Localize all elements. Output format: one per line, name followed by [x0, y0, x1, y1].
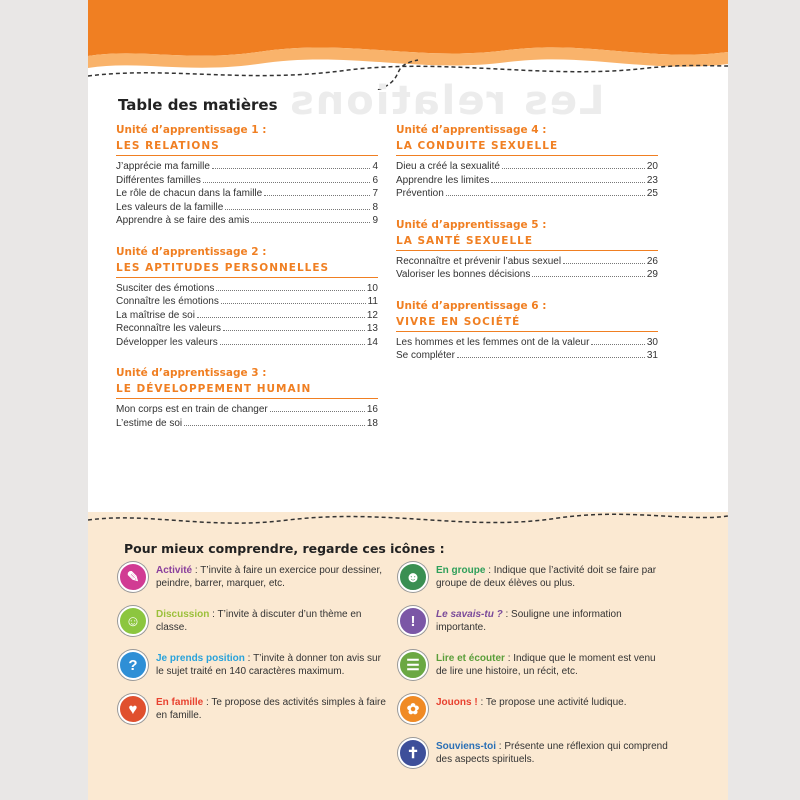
legend-text	[156, 562, 388, 590]
legend-sep: :	[203, 697, 212, 708]
legend-text	[156, 694, 388, 722]
unit-label: Unité d’apprentissage 4 :	[396, 124, 547, 136]
legend-text	[156, 650, 388, 678]
legend-item-groupe	[398, 562, 668, 592]
entry-page: 31	[646, 350, 658, 361]
entry-page: 9	[372, 215, 378, 226]
question-icon: ?	[118, 650, 148, 680]
dot-leader	[491, 182, 645, 183]
legend-text	[436, 738, 668, 766]
toc-entry[interactable]	[396, 255, 658, 269]
toc-entry[interactable]	[116, 187, 378, 201]
legend-text	[436, 694, 626, 709]
entry-page: 4	[372, 161, 378, 172]
entry-page: 26	[646, 255, 658, 267]
unit-name: LA SANTÉ SEXUELLE	[396, 235, 658, 251]
toc-entry[interactable]	[116, 160, 378, 174]
entry-title: Dieu a créé la sexualité	[396, 161, 500, 172]
entry-page: 13	[366, 323, 378, 334]
dot-leader	[220, 344, 365, 345]
legend-item-discussion	[118, 606, 388, 636]
game-icon: ✿	[398, 694, 428, 724]
unit-name: LES APTITUDES PERSONNELLES	[116, 262, 378, 278]
toc-entry[interactable]	[116, 214, 378, 228]
unit-label: Unité d’apprentissage 6 :	[396, 299, 547, 312]
entry-title: Mon corps est en train de changer	[116, 404, 268, 415]
entry-page: 6	[372, 174, 378, 186]
entry-page: 30	[646, 336, 658, 348]
toc-entry[interactable]	[116, 201, 378, 215]
legend-name: Le savais-tu ?	[436, 609, 503, 620]
toc-entry[interactable]	[116, 322, 378, 336]
entry-title: Reconnaître et prévenir l’abus sexuel	[396, 255, 562, 267]
legend-sep: :	[485, 565, 494, 576]
toc-entry[interactable]	[116, 295, 378, 309]
discussion-icon: ☺	[118, 606, 148, 636]
toc-entry[interactable]	[116, 403, 378, 417]
dot-leader	[184, 425, 365, 426]
toc-entry[interactable]	[116, 309, 378, 323]
legend-title: Pour mieux comprendre, regarde ces icônes :	[124, 541, 445, 556]
legend-desc: Indique que le moment est venu de lire une histoire, un récit, etc.	[436, 653, 656, 677]
legend-column-left	[118, 562, 388, 738]
legend-desc: Te propose des activités simples à faire en famille.	[156, 697, 386, 721]
entry-page: 12	[366, 309, 378, 321]
legend-desc: Te propose une activité ludique.	[485, 697, 627, 708]
dot-leader	[225, 209, 370, 210]
legend-item-souviens	[398, 738, 668, 768]
legend-name: Souviens-toi	[436, 741, 497, 752]
dot-leader	[221, 303, 366, 304]
unit-label: Unité d’apprentissage 3 :	[116, 367, 267, 379]
entry-title: Reconnaître les valeurs	[116, 323, 222, 334]
legend-item-position	[118, 650, 388, 680]
entry-title: Développer les valeurs	[116, 336, 218, 348]
legend-sep: :	[192, 565, 201, 576]
legend-text	[436, 650, 668, 678]
legend-desc: Indique que l’activité doit se faire par groupe de deux élèves ou plus.	[436, 565, 657, 589]
toc-entry[interactable]	[396, 160, 658, 174]
legend-sep: :	[504, 653, 514, 664]
toc-entry[interactable]	[396, 268, 658, 282]
entry-page: 29	[646, 269, 658, 280]
background-title: Les relations	[288, 78, 605, 124]
legend-text	[436, 606, 668, 634]
pencil-icon: ✎	[118, 562, 148, 592]
legend-desc: T’invite à donner ton avis sur le sujet traité en 140 caractères maximum.	[156, 653, 381, 677]
legend-item-savais	[398, 606, 668, 636]
entry-title: Le rôle de chacun dans la famille	[116, 188, 263, 199]
spiritual-icon: ✝	[398, 738, 428, 768]
entry-page: 18	[366, 417, 378, 429]
dot-leader	[212, 168, 371, 169]
dot-leader	[203, 182, 371, 183]
entry-title: Les hommes et les femmes ont de la valeur	[396, 336, 590, 348]
legend-name: Activité	[156, 565, 193, 576]
entry-page: 25	[646, 188, 658, 199]
dot-leader	[532, 276, 645, 277]
entry-title: L’estime de soi	[116, 417, 183, 429]
legend-desc: Souligne une information importante.	[436, 609, 622, 633]
toc-unit-3	[116, 367, 378, 430]
unit-label: Unité d’apprentissage 5 :	[396, 218, 547, 231]
orange-banner	[88, 0, 728, 90]
entry-title: Connaître les émotions	[116, 296, 219, 307]
dot-leader	[251, 222, 370, 223]
entry-title: Les valeurs de la famille	[116, 201, 224, 213]
entry-title: Différentes familles	[116, 174, 201, 186]
toc-unit-5	[396, 219, 658, 282]
legend-desc: Présente une réflexion qui comprend des aspects spirituels.	[436, 741, 668, 765]
dot-leader	[457, 357, 645, 358]
unit-name: LES RELATIONS	[116, 140, 378, 156]
page	[88, 0, 728, 800]
entry-title: Valoriser les bonnes décisions	[396, 269, 531, 280]
legend-sep: :	[502, 609, 512, 620]
entry-title: Prévention	[396, 188, 444, 199]
unit-name: LE DÉVELOPPEMENT HUMAIN	[116, 383, 378, 399]
dot-leader	[563, 263, 645, 264]
toc-entry[interactable]	[116, 417, 378, 431]
toc-unit-2	[116, 246, 378, 350]
legend-desc: T’invite à faire un exercice pour dessiner, peindre, barrer, marquer, etc.	[156, 565, 383, 589]
dot-leader	[502, 168, 645, 169]
toc-entry[interactable]	[116, 174, 378, 188]
dot-leader	[270, 411, 365, 412]
toc-entry[interactable]	[396, 187, 658, 201]
toc-entry[interactable]	[116, 282, 378, 296]
legend-sep: :	[496, 741, 505, 752]
legend-text	[436, 562, 668, 590]
entry-page: 23	[646, 174, 658, 186]
toc-column-right	[396, 124, 658, 381]
toc-entry[interactable]	[396, 174, 658, 188]
legend-name: Je prends position	[156, 653, 245, 664]
legend-name: Jouons !	[436, 697, 478, 708]
legend-sep: :	[209, 609, 218, 620]
legend-sep: :	[244, 653, 254, 664]
entry-page: 14	[366, 336, 378, 348]
legend-name: Lire et écouter	[436, 653, 505, 664]
legend-item-famille	[118, 694, 388, 724]
entry-title: J’apprécie ma famille	[116, 161, 210, 172]
entry-title: La maîtrise de soi	[116, 309, 195, 321]
legend-name: En famille	[156, 697, 204, 708]
legend-text	[156, 606, 388, 634]
info-icon: !	[398, 606, 428, 636]
entry-page: 8	[372, 201, 378, 213]
toc-title: Table des matières	[118, 96, 278, 114]
dashed-divider	[88, 506, 728, 546]
legend-sep: :	[477, 697, 486, 708]
entry-page: 10	[366, 282, 378, 294]
legend-name: En groupe	[436, 565, 486, 576]
toc-unit-1	[116, 124, 378, 228]
dot-leader	[216, 290, 364, 291]
toc-entry[interactable]	[396, 349, 658, 363]
legend-item-activite	[118, 562, 388, 592]
entry-page: 16	[366, 404, 378, 415]
dot-leader	[223, 330, 365, 331]
toc-unit-6	[396, 300, 658, 363]
family-icon: ♥	[118, 694, 148, 724]
entry-page: 20	[646, 161, 658, 172]
group-icon: ☻	[398, 562, 428, 592]
entry-title: Susciter des émotions	[116, 282, 215, 294]
unit-label: Unité d’apprentissage 2 :	[116, 245, 267, 258]
legend-item-jouons	[398, 694, 668, 724]
toc-entry[interactable]	[116, 336, 378, 350]
toc-column-left	[116, 124, 378, 448]
book-icon: ☰	[398, 650, 428, 680]
legend-item-lire	[398, 650, 668, 680]
toc-entry[interactable]	[396, 336, 658, 350]
entry-title: Apprendre les limites	[396, 174, 490, 186]
dot-leader	[264, 195, 370, 196]
unit-name: VIVRE EN SOCIÉTÉ	[396, 316, 658, 332]
dot-leader	[446, 195, 645, 196]
entry-title: Se compléter	[396, 350, 455, 361]
unit-name: LA CONDUITE SEXUELLE	[396, 140, 658, 156]
legend-name: Discussion	[156, 609, 210, 620]
legend-desc: T’invite à discuter d’un thème en classe.	[156, 609, 362, 633]
dot-leader	[197, 317, 365, 318]
entry-title: Apprendre à se faire des amis	[116, 215, 250, 226]
entry-page: 11	[367, 296, 378, 307]
entry-page: 7	[372, 188, 378, 199]
unit-label: Unité d’apprentissage 1 :	[116, 124, 267, 136]
dot-leader	[591, 344, 644, 345]
legend-column-right	[398, 562, 668, 782]
toc-unit-4	[396, 124, 658, 201]
